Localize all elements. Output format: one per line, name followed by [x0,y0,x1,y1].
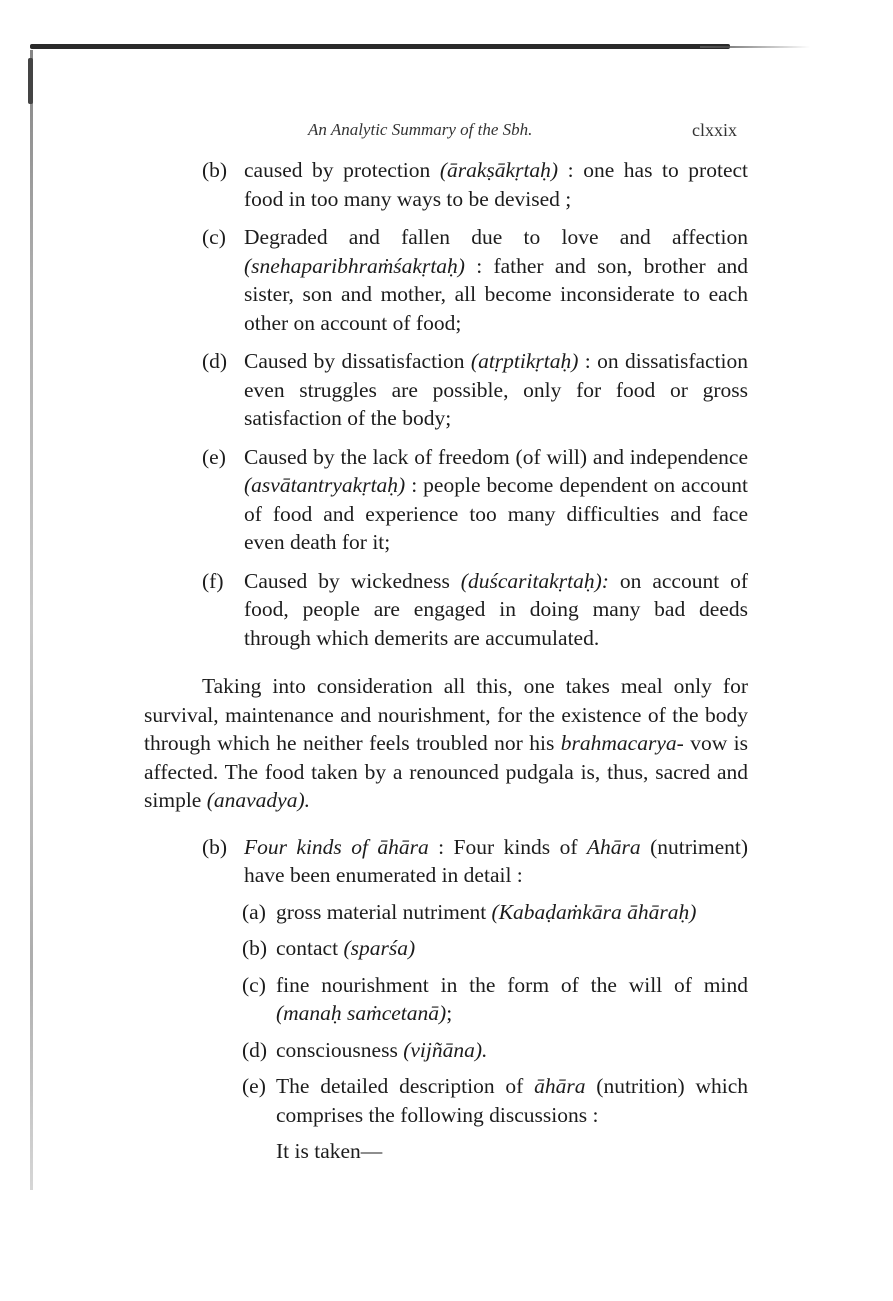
item-rest: : father and son, brother and sister, son and mother, all become inconsiderate to each other on account of food; [244,253,749,335]
item-rest: : people become dependent on account of food and experience too many difficulties and face even death for it; [244,473,749,554]
item-label: (c) [202,225,226,249]
list-item-b [202,156,748,213]
sub-item-b [242,934,748,963]
page-number: clxxix [692,120,737,140]
sub-item-e [242,1072,748,1129]
item-term: (ārakṣākṛtaḥ) [439,158,559,182]
body-paragraph [144,672,748,815]
sub-item-label: (e) [242,1074,266,1098]
item-rest: on account of food, people are engaged in doing many bad deeds through which demerits are accumulated. [244,568,749,650]
sub-item-rest: ; [446,1001,453,1025]
sub-item-a [242,898,748,927]
paragraph-part-2: vow is affected. The food taken by a renounced pudgala is, thus, sacred and simple [144,731,748,812]
item-lead: Degraded and fallen due to love and affection [244,225,748,249]
item-rest: : on dissatisfaction even struggles are possible, only for food or gross satisfaction of the body; [244,349,749,430]
item-label: (f) [202,568,224,593]
sub-item-d [242,1036,748,1065]
list-item-e [202,443,749,557]
item-lead: Caused by dissatisfaction [244,349,465,373]
sub-item-lead: contact [276,936,339,960]
sub-item-label: (d) [242,1037,268,1062]
item-term: (asvātantryakṛtaḥ) [244,473,406,497]
sub-item-label: (a) [242,899,266,924]
section-label: (b) [202,834,228,859]
list-item-c [202,223,749,337]
item-term: (snehaparibhraṁśakṛtaḥ) [244,253,465,278]
paragraph-term-1: brahmacarya- [560,731,684,755]
sub-item-term: (vijñāna). [403,1037,488,1062]
item-lead: Caused by the lack of freedom (of will) and independence [244,444,748,469]
item-label: (d) [202,349,228,373]
section-four-kinds-of-ahara [202,833,749,890]
sub-item-lead: gross material nutriment [276,899,487,924]
sub-item-rest: (nutrition) which comprises the following discussions : [276,1074,748,1127]
running-title: An Analytic Summary of the Sbh. [308,120,533,139]
sub-item-lead: consciousness [276,1037,398,1062]
item-rest: : one has to protect food in too many ways to be devised ; [244,158,748,211]
item-lead: Caused by wickedness [244,568,450,593]
section-term: Ahāra [586,834,641,859]
sub-item-term: (Kabaḍaṁkāra āhāraḥ) [491,899,697,924]
list-item-d [202,347,749,433]
sub-item-label: (c) [242,972,266,997]
sub-item-c [242,971,748,1028]
item-lead: caused by protection [244,158,431,182]
section-title: Four kinds of āhāra [244,834,429,859]
paragraph-term-2: (anavadya). [206,788,310,812]
page-left-edge-mark [28,58,33,104]
item-label: (b) [202,158,228,182]
item-label: (e) [202,444,226,469]
closing-line: It is taken— [276,1139,383,1163]
section-text-2: (nutriment) have been enumerated in detail : [244,834,749,887]
sub-item-term: āhāra [534,1074,586,1098]
page-content [0,156,893,1166]
paragraph-part-1: Taking into consideration all this, one takes meal only for survival, maintenance and nourishment, for the existence of the body through which he neither feels troubled nor his [144,674,748,755]
list-item-f [202,567,749,653]
sub-item-lead: fine nourishment in the form of the will of mind [276,972,748,997]
page-header [0,120,893,144]
sub-item-term: (manaḥ saṁcetanā) [276,1001,447,1025]
sub-item-lead: The detailed description of [276,1074,524,1098]
sub-item-term: (sparśa) [343,936,416,960]
top-rule [30,44,730,49]
item-term: (atṛptikṛtaḥ) [470,349,579,373]
sub-item-label: (b) [242,936,268,960]
section-text-1: : Four kinds of [438,834,578,859]
item-term: (duścaritakṛtaḥ): [460,568,609,593]
top-rule-fade [700,46,810,48]
